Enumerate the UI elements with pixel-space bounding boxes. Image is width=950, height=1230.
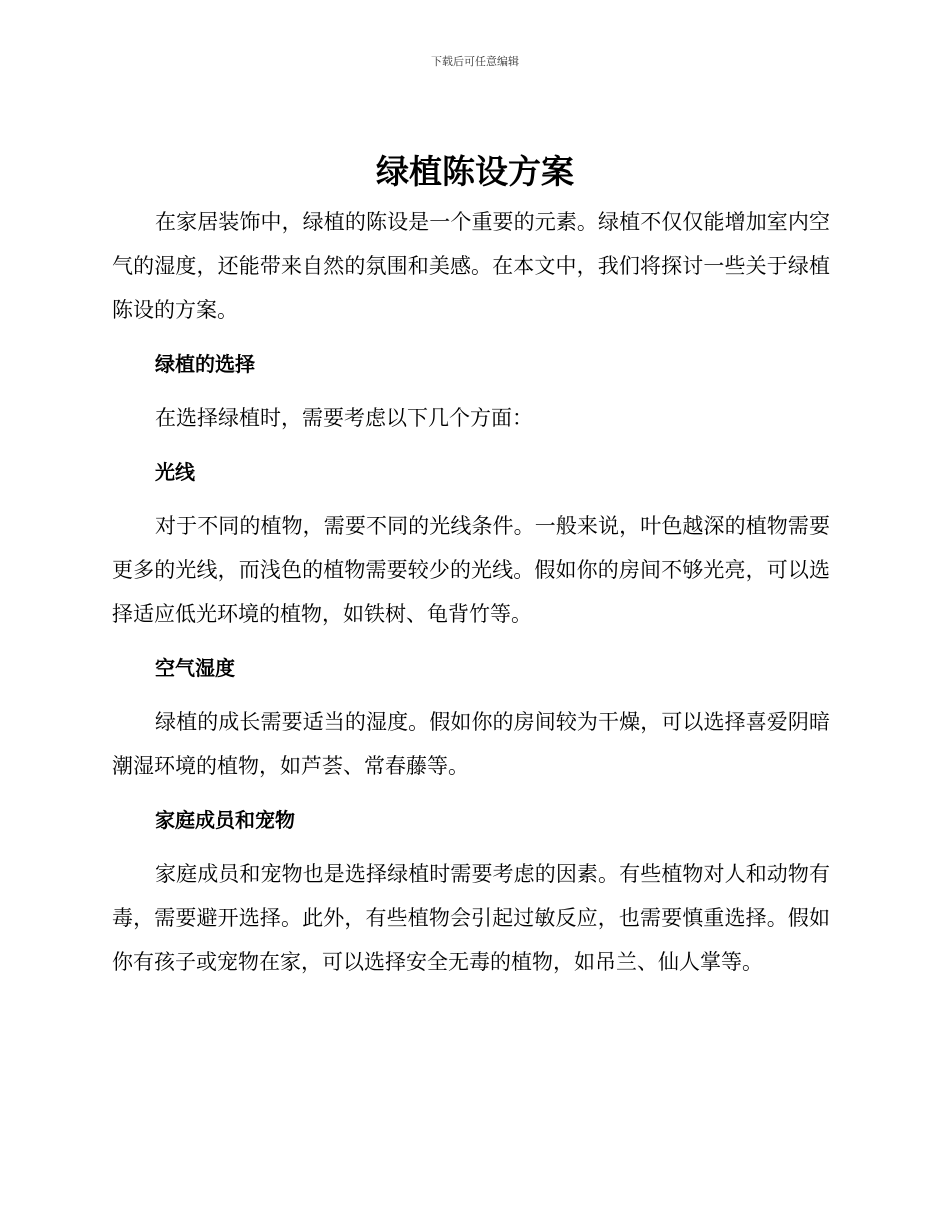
section-heading-humidity: 空气湿度 — [155, 656, 235, 680]
section-text-family: 家庭成员和宠物也是选择绿植时需要考虑的因素。有些植物对人和动物有毒，需要避开选择。此外，有些植物会引起过敏反应，也需要慎重选择。假如你有孩子或宠物在家，可以选择安全无毒的植物，如吊兰、仙人掌等。 — [112, 862, 830, 974]
section-heading-selection: 绿植的选择 — [155, 352, 255, 376]
section-heading-light: 光线 — [155, 460, 195, 484]
section-text-humidity: 绿植的成长需要适当的湿度。假如你的房间较为干燥，可以选择喜爱阴暗潮湿环境的植物，如芦荟、常春藤等。 — [112, 710, 830, 778]
section-heading-family: 家庭成员和宠物 — [155, 808, 295, 832]
page-header-note: 下载后可任意编辑 — [431, 55, 519, 68]
intro-paragraph: 在家居装饰中，绿植的陈设是一个重要的元素。绿植不仅仅能增加室内空气的湿度，还能带来自然的氛围和美感。在本文中，我们将探讨一些关于绿植陈设的方案。 — [112, 210, 830, 322]
document-title: 绿植陈设方案 — [376, 152, 574, 191]
section-text-selection: 在选择绿植时，需要考虑以下几个方面： — [155, 406, 533, 430]
document-body — [112, 200, 830, 984]
section-text-light: 对于不同的植物，需要不同的光线条件。一般来说，叶色越深的植物需要更多的光线，而浅色的植物需要较少的光线。假如你的房间不够光亮，可以选择适应低光环境的植物，如铁树、龟背竹等。 — [112, 514, 830, 626]
